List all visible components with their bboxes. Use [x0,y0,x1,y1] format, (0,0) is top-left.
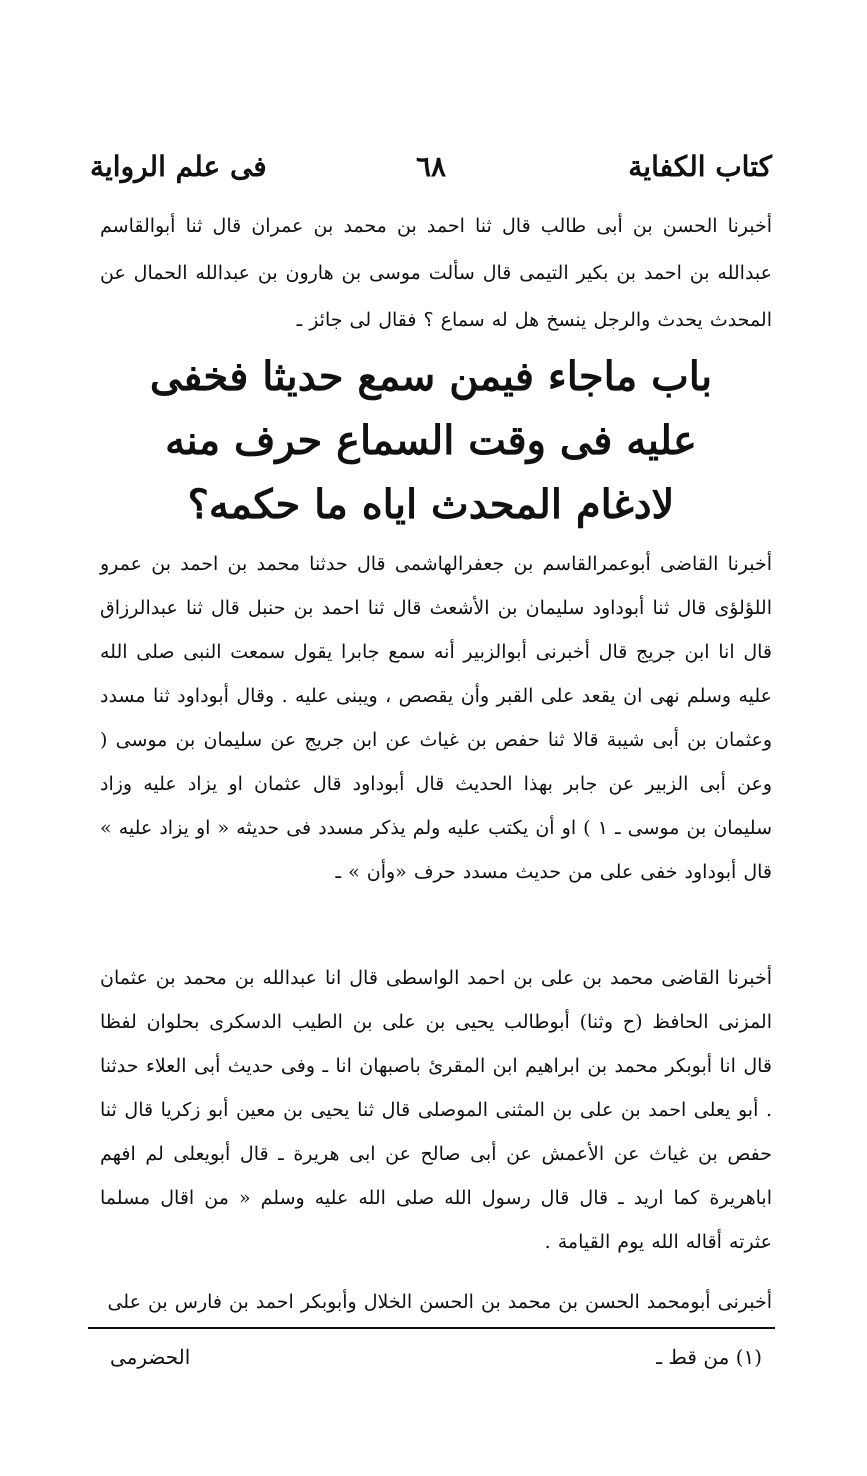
book-subtitle: فى علم الرواية [90,150,267,183]
paragraph-4: أخبرنى أبومحمد الحسن بن محمد بن الحسن الخلال وأبوبكر احمد بن فارس بن على [107,1291,772,1313]
catchword: الحضرمى [110,1345,191,1369]
paragraph-2: أخبرنا القاضى أبوعمرالقاسم بن جعفرالهاشمى قال حدثنا محمد بن احمد بن عمرو اللؤلؤى قال ثنا أبوداود سليمان بن الأشعث قال ثنا احمد بن حنبل قال ثنا عبدالرزاق قال انا ابن جريج قال أخبرنى أبوالزبير أنه سمع جابرا يقول سمعت النبى صلى الله عليه وسلم نهى ان يقعد على القبر وأن يقصص ، ويبنى عليه . وقال أبوداود ثنا مسدد وعثمان بن أبى شيبة قالا ثنا حفص بن غياث عن ابن جريج عن سليمان بن موسى ( وعن أبى الزبير عن جابر بهذا الحديث قال أبوداود قال عثمان او يزاد عليه وزاد سليمان بن موسى ـ ١ ) او أن يكتب عليه ولم يذكر مسدد فى حديثه « او يزاد عليه » قال أبوداود خفى على من حديث مسدد حرف «وأن » ـ [100,553,772,883]
page-number: ٦٨ [415,150,447,183]
footnote-divider [88,1327,775,1329]
paragraph-3: أخبرنا القاضى محمد بن على بن احمد الواسطى قال انا عبدالله بن محمد بن عثمان المزنى الحافظ (ح وثنا) أبوطالب يحيى بن على بن الطيب الدسكرى بحلوان لفظا قال انا أبوبكر محمد بن ابراهيم ابن المقرئ باصبهان انا ـ وفى حديث أبى العلاء حدثنا . أبو يعلى احمد بن على بن المثنى الموصلى قال ثنا يحيى بن معين أبو زكريا قال ثنا حفص بن غياث عن الأعمش عن أبى صالح عن ابى هريرة ـ قال أبويعلى لم افهم اباهريرة كما اريد ـ قال قال رسول الله صلى الله عليه وسلم « من اقال مسلما عثرته أقاله الله يوم القيامة . [100,967,772,1253]
book-title: كتاب الكفاية [628,150,772,183]
footnote: (١) من قط ـ [656,1345,762,1369]
running-head [90,150,772,200]
chapter-heading: باب ماجاء فيمن سمع حديثا فخفى عليه فى وقت السماع حرف منه لادغام المحدث اياه ما حكمه؟ [149,353,713,528]
paragraph-1: أخبرنا الحسن بن أبى طالب قال ثنا احمد بن محمد بن عمران قال ثنا أبوالقاسم عبدالله بن احمد بن بكير التيمى قال سألت موسى بن هارون بن عبدالله الحمال عن المحدث يحدث والرجل ينسخ هل له سماع ؟ فقال لى جائز ـ [100,215,772,331]
